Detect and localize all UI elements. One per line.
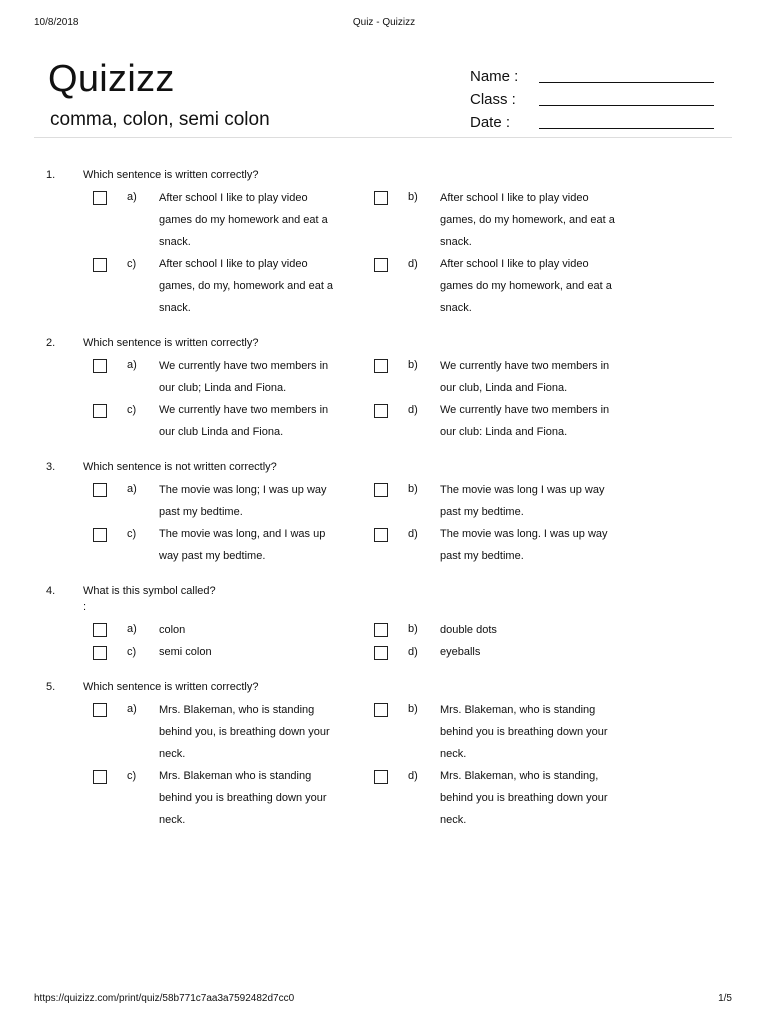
- answer-checkbox[interactable]: [374, 623, 388, 637]
- option-text: After school I like to play video games do my homework and eat a snack.: [159, 191, 328, 248]
- option-letter: b): [408, 703, 418, 715]
- option-text: We currently have two members in our club, Linda and Fiona.: [440, 359, 610, 394]
- question-number: 4.: [46, 585, 56, 597]
- answer-option[interactable]: [374, 622, 655, 641]
- option-text: double dots: [440, 623, 497, 636]
- question-text: Which sentence is written correctly?: [83, 337, 259, 349]
- option-letter: c): [127, 769, 137, 782]
- option-letter: d): [408, 645, 418, 658]
- option-letter: a): [127, 359, 137, 371]
- option-letter: c): [127, 527, 137, 540]
- option-text: semi colon: [159, 646, 212, 658]
- question-2: [46, 335, 736, 443]
- page-number: 1/5: [718, 993, 732, 1004]
- option-letter: d): [408, 403, 418, 416]
- question-header: [46, 459, 736, 476]
- question-text: Which sentence is written correctly?: [83, 681, 259, 693]
- question-text: What is this symbol called?: [83, 585, 216, 597]
- answer-option[interactable]: [374, 769, 655, 832]
- option-letter: c): [127, 645, 137, 658]
- print-footer: [34, 993, 734, 1007]
- option-text: The movie was long. I was up way past my bedtime.: [440, 528, 608, 562]
- question-number: 2.: [46, 337, 56, 349]
- answer-checkbox[interactable]: [93, 191, 107, 205]
- option-letter: d): [408, 257, 418, 270]
- class-blank-line[interactable]: [539, 105, 714, 106]
- option-letter: a): [127, 623, 137, 635]
- answer-option[interactable]: [374, 190, 655, 253]
- option-text: Mrs. Blakeman who is standing behind you is breathing down your neck.: [159, 770, 327, 826]
- date-field: [470, 112, 718, 135]
- question-number: 1.: [46, 169, 56, 181]
- option-text: After school I like to play video games do my homework, and eat a snack.: [440, 258, 612, 314]
- print-url: https://quizizz.com/print/quiz/58b771c7aa3a7592482d7cc0: [34, 993, 295, 1004]
- header-divider: [34, 137, 732, 138]
- option-text: colon: [159, 623, 186, 636]
- option-text: The movie was long; I was up way past my bedtime.: [159, 483, 327, 518]
- answer-option[interactable]: [93, 257, 374, 320]
- question-text: Which sentence is not written correctly?: [83, 461, 277, 473]
- answer-checkbox[interactable]: [374, 770, 388, 784]
- answer-option[interactable]: [374, 403, 655, 444]
- answer-checkbox[interactable]: [374, 191, 388, 205]
- name-label: Name :: [470, 68, 519, 85]
- question-header: [46, 335, 736, 352]
- answer-checkbox[interactable]: [374, 258, 388, 272]
- option-text: We currently have two members in our club; Linda and Fiona.: [159, 359, 329, 394]
- answer-checkbox[interactable]: [374, 483, 388, 497]
- option-letter: a): [127, 483, 137, 495]
- answer-checkbox[interactable]: [374, 528, 388, 542]
- question-5: [46, 679, 736, 831]
- answer-option[interactable]: [374, 702, 655, 765]
- answer-option[interactable]: [93, 527, 374, 568]
- option-text: After school I like to play video games, do my homework, and eat a snack.: [440, 191, 615, 248]
- answer-checkbox[interactable]: [93, 528, 107, 542]
- answer-option[interactable]: [374, 358, 655, 399]
- answer-option[interactable]: [374, 482, 655, 523]
- answer-option[interactable]: [93, 190, 374, 253]
- question-3: [46, 459, 736, 567]
- quiz-title: comma, colon, semi colon: [50, 109, 270, 130]
- answer-options: [93, 482, 736, 567]
- question-header: [46, 167, 736, 184]
- answer-checkbox[interactable]: [374, 404, 388, 418]
- name-blank-line[interactable]: [539, 82, 714, 83]
- answer-option[interactable]: [374, 645, 655, 664]
- question-symbol: :: [83, 601, 87, 613]
- answer-checkbox[interactable]: [93, 258, 107, 272]
- class-field: [470, 89, 718, 112]
- answer-checkbox[interactable]: [93, 359, 107, 373]
- option-text: Mrs. Blakeman, who is standing behind you, is breathing down your neck.: [159, 703, 330, 760]
- option-letter: a): [127, 703, 137, 715]
- option-letter: b): [408, 191, 418, 203]
- answer-checkbox[interactable]: [93, 404, 107, 418]
- answer-option[interactable]: [93, 403, 374, 444]
- option-text: After school I like to play video games, do my, homework and eat a snack.: [159, 258, 334, 314]
- option-text: The movie was long I was up way past my bedtime.: [440, 483, 605, 518]
- option-letter: d): [408, 527, 418, 540]
- option-text: Mrs. Blakeman, who is standing behind you is breathing down your neck.: [440, 703, 608, 760]
- option-letter: b): [408, 483, 418, 495]
- answer-option[interactable]: [93, 358, 374, 399]
- class-label: Class :: [470, 91, 516, 108]
- option-letter: c): [127, 403, 137, 416]
- option-text: The movie was long, and I was up way past my bedtime.: [159, 528, 326, 562]
- answer-checkbox[interactable]: [374, 703, 388, 717]
- answer-options: [93, 190, 736, 319]
- student-info-fields: [470, 66, 718, 135]
- answer-option[interactable]: [93, 702, 374, 765]
- answer-option[interactable]: [93, 622, 374, 641]
- question-4: [46, 583, 736, 663]
- answer-checkbox[interactable]: [93, 646, 107, 660]
- answer-checkbox[interactable]: [374, 359, 388, 373]
- question-text: Which sentence is written correctly?: [83, 169, 259, 181]
- answer-checkbox[interactable]: [93, 703, 107, 717]
- answer-option[interactable]: [93, 769, 374, 832]
- question-header: [46, 679, 736, 696]
- answer-option[interactable]: [93, 482, 374, 523]
- answer-options: [93, 622, 736, 663]
- option-letter: a): [127, 191, 137, 203]
- print-date: 10/8/2018: [34, 17, 79, 28]
- question-1: [46, 167, 736, 319]
- option-text: eyeballs: [440, 646, 481, 658]
- option-letter: c): [127, 257, 137, 270]
- question-header: [46, 583, 736, 600]
- option-text: We currently have two members in our club Linda and Fiona.: [159, 404, 329, 438]
- option-text: We currently have two members in our club: Linda and Fiona.: [440, 404, 610, 438]
- print-header: [34, 17, 734, 31]
- print-page-title: Quiz - Quizizz: [352, 17, 416, 28]
- option-letter: d): [408, 769, 418, 782]
- answer-checkbox[interactable]: [374, 646, 388, 660]
- name-field: [470, 66, 718, 89]
- question-number: 3.: [46, 461, 56, 473]
- option-letter: b): [408, 623, 418, 635]
- answer-options: [93, 702, 736, 831]
- answer-option[interactable]: [93, 645, 374, 664]
- option-text: Mrs. Blakeman, who is standing, behind you is breathing down your neck.: [440, 770, 608, 826]
- answer-checkbox[interactable]: [93, 770, 107, 784]
- answer-checkbox[interactable]: [93, 623, 107, 637]
- question-number: 5.: [46, 681, 56, 693]
- option-letter: b): [408, 359, 418, 371]
- answer-checkbox[interactable]: [93, 483, 107, 497]
- date-label: Date :: [470, 114, 511, 131]
- date-blank-line[interactable]: [539, 128, 714, 129]
- answer-options: [93, 358, 736, 443]
- question-list: [46, 167, 736, 847]
- answer-option[interactable]: [374, 527, 655, 568]
- answer-option[interactable]: [374, 257, 655, 320]
- quizizz-logo: Quizizz: [48, 58, 175, 100]
